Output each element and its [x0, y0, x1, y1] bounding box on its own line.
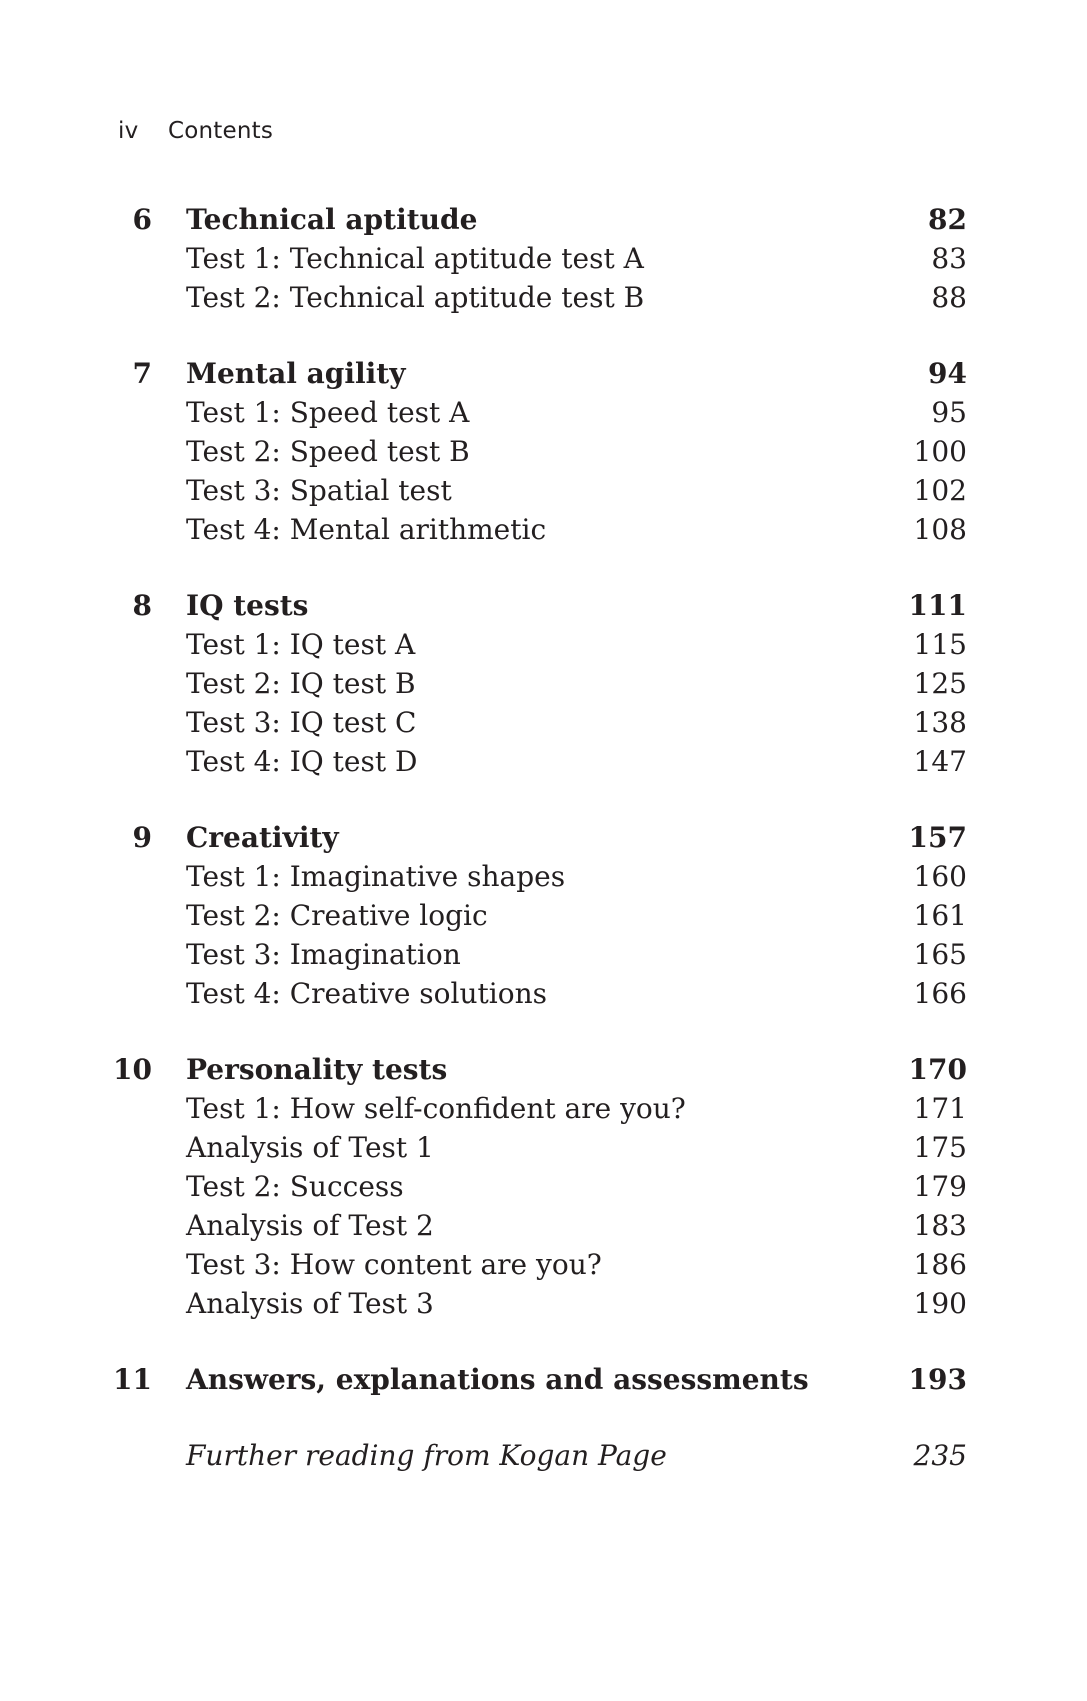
chapter-title: Creativity	[186, 821, 339, 854]
entry-title: Test 1: Speed test A	[186, 396, 470, 429]
chapter-number: 10	[113, 1053, 152, 1086]
toc-entry[interactable]	[0, 703, 1087, 742]
toc-entry[interactable]	[0, 857, 1087, 896]
entry-title: Analysis of Test 2	[186, 1209, 434, 1242]
chapter-page: 170	[908, 1053, 967, 1086]
entry-page: 190	[913, 1287, 967, 1320]
entry-title: Test 2: Creative logic	[186, 899, 488, 932]
entry-title: Test 1: How self-confident are you?	[186, 1092, 686, 1125]
toc-entry[interactable]	[0, 393, 1087, 432]
entry-page: 95	[931, 396, 967, 429]
entry-page: 166	[913, 977, 967, 1010]
entry-title: Test 2: Technical aptitude test B	[186, 281, 645, 314]
entry-page: 100	[913, 435, 967, 468]
entry-page: 161	[913, 899, 967, 932]
entry-page: 165	[913, 938, 967, 971]
toc-section	[0, 818, 1087, 1013]
entry-title: Test 1: Imaginative shapes	[186, 860, 566, 893]
chapter-page: 111	[908, 589, 967, 622]
toc-section	[0, 200, 1087, 317]
toc-entry[interactable]	[0, 432, 1087, 471]
chapter-heading[interactable]	[0, 1050, 1087, 1089]
entry-page: 83	[931, 242, 967, 275]
table-of-contents	[0, 200, 1087, 1512]
toc-entry[interactable]	[0, 664, 1087, 703]
chapter-number: 9	[132, 821, 152, 854]
toc-entry[interactable]	[0, 1167, 1087, 1206]
entry-title: Test 2: Speed test B	[186, 435, 470, 468]
entry-title: Test 3: IQ test C	[186, 706, 417, 739]
toc-entry[interactable]	[0, 510, 1087, 549]
entry-title: Test 3: Spatial test	[186, 474, 452, 507]
toc-entry[interactable]	[0, 935, 1087, 974]
entry-page: 108	[913, 513, 967, 546]
further-reading-title: Further reading from Kogan Page	[186, 1439, 667, 1472]
entry-page: 171	[913, 1092, 967, 1125]
toc-entry[interactable]	[0, 896, 1087, 935]
chapter-heading[interactable]	[0, 818, 1087, 857]
toc-section	[0, 1360, 1087, 1399]
toc-section	[0, 1436, 1087, 1475]
entry-page: 183	[913, 1209, 967, 1242]
running-header	[118, 118, 273, 144]
toc-entry[interactable]	[0, 1128, 1087, 1167]
entry-page: 125	[913, 667, 967, 700]
entry-title: Test 4: Mental arithmetic	[186, 513, 547, 546]
chapter-heading[interactable]	[0, 1360, 1087, 1399]
toc-entry[interactable]	[0, 1245, 1087, 1284]
entry-title: Test 2: Success	[186, 1170, 404, 1203]
entry-page: 138	[913, 706, 967, 739]
toc-entry[interactable]	[0, 742, 1087, 781]
entry-page: 179	[913, 1170, 967, 1203]
chapter-page: 193	[908, 1363, 967, 1396]
toc-entry[interactable]	[0, 625, 1087, 664]
toc-section	[0, 1050, 1087, 1323]
further-reading-page: 235	[913, 1439, 967, 1472]
chapter-number: 11	[113, 1363, 152, 1396]
chapter-title: Technical aptitude	[186, 203, 478, 236]
toc-entry[interactable]	[0, 239, 1087, 278]
page-number: iv	[118, 118, 139, 144]
chapter-title: Answers, explanations and assessments	[186, 1363, 809, 1396]
entry-page: 147	[913, 745, 967, 778]
entry-title: Test 2: IQ test B	[186, 667, 416, 700]
chapter-number: 6	[132, 203, 152, 236]
chapter-title: Personality tests	[186, 1053, 448, 1086]
toc-entry[interactable]	[0, 1284, 1087, 1323]
running-title: Contents	[168, 118, 274, 144]
entry-page: 175	[913, 1131, 967, 1164]
chapter-page: 94	[928, 357, 967, 390]
entry-page: 102	[913, 474, 967, 507]
toc-section	[0, 586, 1087, 781]
chapter-number: 8	[132, 589, 152, 622]
entry-title: Test 3: Imagination	[186, 938, 461, 971]
further-reading-entry[interactable]	[0, 1436, 1087, 1475]
entry-title: Analysis of Test 3	[186, 1287, 434, 1320]
toc-entry[interactable]	[0, 1206, 1087, 1245]
toc-entry[interactable]	[0, 1089, 1087, 1128]
entry-title: Analysis of Test 1	[186, 1131, 434, 1164]
chapter-title: IQ tests	[186, 589, 309, 622]
entry-page: 160	[913, 860, 967, 893]
chapter-heading[interactable]	[0, 200, 1087, 239]
entry-title: Test 1: IQ test A	[186, 628, 416, 661]
toc-entry[interactable]	[0, 278, 1087, 317]
entry-page: 186	[913, 1248, 967, 1281]
chapter-title: Mental agility	[186, 357, 406, 390]
toc-entry[interactable]	[0, 974, 1087, 1013]
chapter-heading[interactable]	[0, 586, 1087, 625]
toc-section	[0, 354, 1087, 549]
chapter-heading[interactable]	[0, 354, 1087, 393]
entry-title: Test 4: Creative solutions	[186, 977, 547, 1010]
entry-title: Test 3: How content are you?	[186, 1248, 602, 1281]
chapter-page: 82	[928, 203, 967, 236]
chapter-page: 157	[908, 821, 967, 854]
toc-entry[interactable]	[0, 471, 1087, 510]
entry-title: Test 1: Technical aptitude test A	[186, 242, 644, 275]
entry-page: 88	[931, 281, 967, 314]
entry-page: 115	[913, 628, 967, 661]
chapter-number: 7	[132, 357, 152, 390]
entry-title: Test 4: IQ test D	[186, 745, 418, 778]
